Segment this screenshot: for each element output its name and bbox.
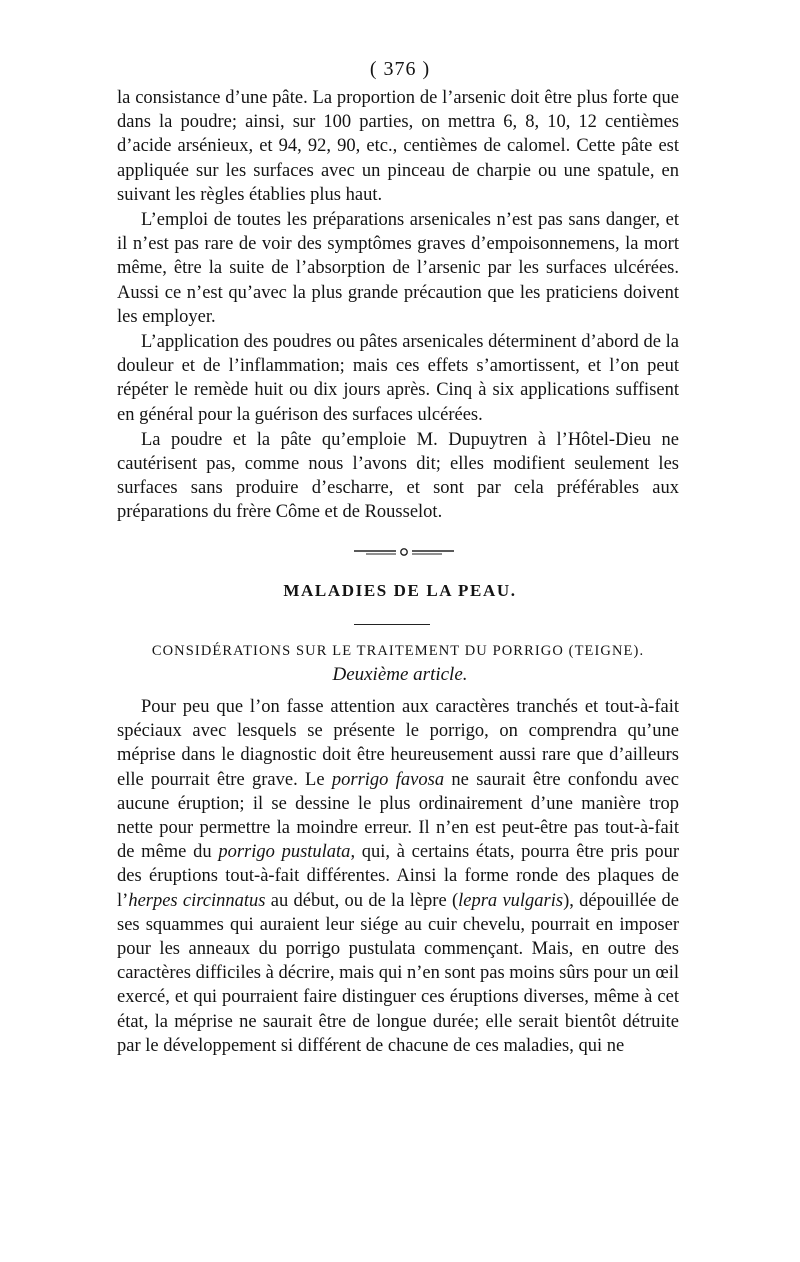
paragraph-3: L’application des poudres ou pâtes arsenicales déterminent d’abord de la douleur et de l’inflammation; mais ces effets s’amortissent, et l’on peut répéter le remède huit ou dix jours après. Cinq à six applications suffisent en général pour la guérison des surfaces ulcérées. bbox=[117, 332, 679, 425]
double-line-ornament-icon bbox=[352, 546, 456, 558]
article-text-part: ), dépouillée de ses squammes qui auraient leur siége au cuir chevelu, pourrait en imposer pour les anneaux du porrigo pustulata commençant. Mais, en outre des caractères difficiles à décrire, mais qui n’en sont pas moins sûrs pour un œil exercé, et qui pourraient faire distinguer ces éruptions diverses, même à cet état, la méprise ne saurait être de longue durée; elle serait bientôt détruite par le développement si différent de chacune de ces maladies, qui ne bbox=[117, 890, 679, 1056]
paragraph-1: la consistance d’une pâte. La proportion de l’arsenic doit être plus forte que dans la poudre; ainsi, sur 100 parties, on mettra 6, 8, 10, 12 centièmes d’acide arsénieux, et 94, 92, 90, etc., centièmes de calomel. Cette pâte est appliquée sur les surfaces avec un pinceau de charpie ou une spatule, en suivant les règles établies plus haut. bbox=[117, 88, 679, 205]
article-text-part: , qui, à certains états, pourra être pris pour des éruptions tout-à-fait différentes. Ainsi la forme ronde des plaques de l’ bbox=[117, 842, 679, 911]
page-number: ( 376 ) bbox=[369, 58, 431, 80]
article-title: CONSIDÉRATIONS SUR LE TRAITEMENT DU PORRIGO (TEIGNE). bbox=[151, 643, 645, 659]
article-text-part: Pour peu que l’on fasse attention aux caractères tranchés et tout-à-fait spéciaux avec lesquels se présente le porrigo, on comprendra qu’une méprise dans le diagnostic doit être heureusement aussi rare que d’ailleurs elle pourrait être grave. Le bbox=[117, 697, 679, 790]
article-paragraph bbox=[117, 695, 679, 1058]
article-text-part: au début, ou de la lèpre ( bbox=[265, 890, 459, 911]
article-italic-term: lepra vulgaris bbox=[458, 890, 564, 911]
article-italic-term: herpes circinnatus bbox=[128, 890, 266, 911]
article-italic-term: porrigo favosa bbox=[331, 769, 445, 790]
article-text-part: ne saurait être confondu avec aucune éruption; il se dessine le plus ordinairement d’une manière trop nette pour permettre la moindre erreur. Il n’en est peut-être pas tout-à-fait de même du bbox=[117, 769, 679, 863]
section-title: MALADIES DE LA PEAU. bbox=[283, 581, 517, 600]
title-rule bbox=[354, 624, 430, 625]
text-block-article bbox=[117, 695, 679, 1058]
paragraph-4: La poudre et la pâte qu’emploie M. Dupuytren à l’Hôtel-Dieu ne cautérisent pas, comme nous l’avons dit; elles modifient seulement les surfaces sans produire d’escharre, et sont par cela préférables aux préparations du frère Côme et de Rousselot. bbox=[117, 429, 679, 523]
article-subtitle: Deuxième article. bbox=[332, 664, 468, 685]
article-italic-term: porrigo pustulata bbox=[218, 842, 351, 863]
text-block-before bbox=[117, 86, 679, 525]
paragraph-2: L’emploi de toutes les préparations arsenicales n’est pas sans danger, et il n’est pas rare de voir des symptômes graves d’empoisonnemens, la mort même, être la suite de l’absorption de l’arsenic par les surfaces ulcérées. Aussi ce n’est qu’avec la plus grande précaution que les praticiens doivent les employer. bbox=[117, 210, 679, 327]
